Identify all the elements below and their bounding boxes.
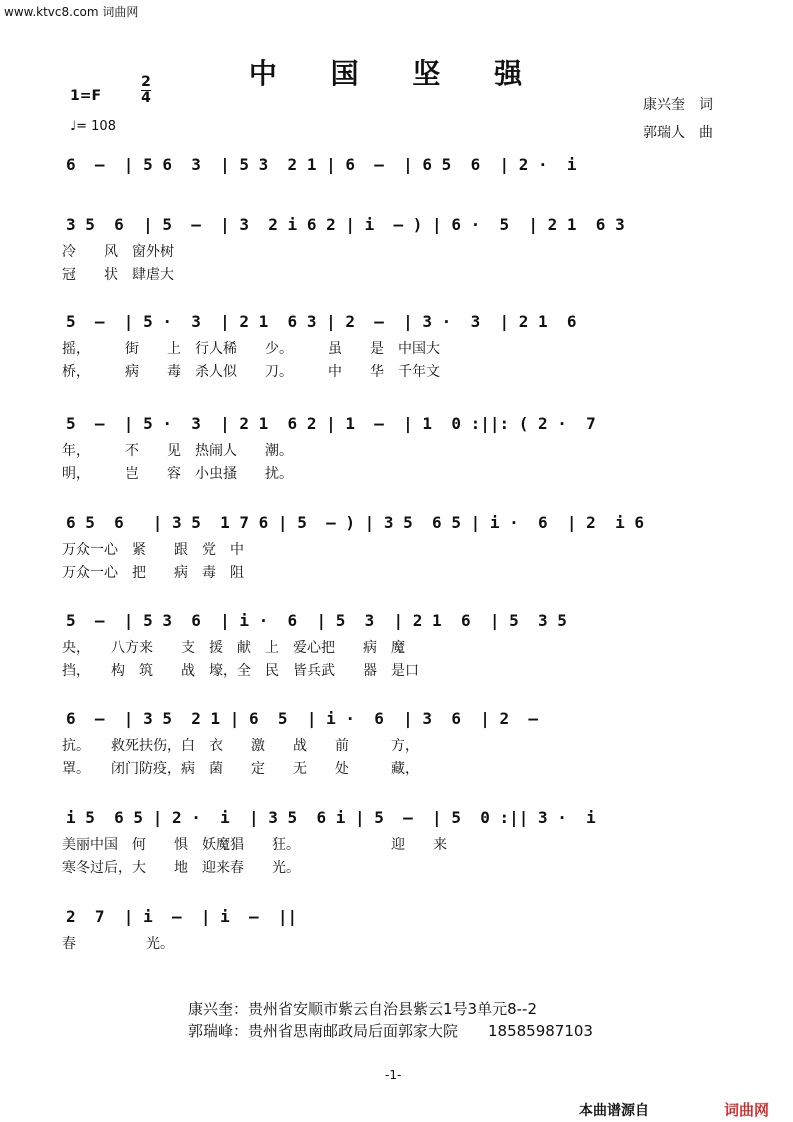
lyric-verse-1: 年， 不 见 热闹人 潮。 bbox=[62, 443, 293, 459]
notation-line: 5 – | 5 3 6 | i · 6 | 5 3 | 2 1 6 | 5 3 5 bbox=[66, 611, 567, 630]
lyric-verse-2: 明， 岂 容 小虫搔 扰。 bbox=[62, 466, 293, 482]
watermark: www.ktvc8.com 词曲网 bbox=[4, 5, 139, 19]
score-system bbox=[60, 312, 740, 412]
lyric-verse-2: 冠 状 肆虐大 bbox=[62, 267, 174, 283]
notation-line: 3 5 6 | 5 – | 3 2 i 6 2 | i – ) | 6 · 5 | 2 1 6 3 bbox=[66, 215, 625, 234]
lyric-verse-2: 万众一心 把 病 毒 阻 bbox=[62, 565, 244, 581]
score-system bbox=[60, 513, 740, 613]
lyric-verse-1: 抗。 救死扶伤，白 衣 激 战 前 方， bbox=[62, 738, 419, 754]
composer-credit: 郭瑞人 曲 bbox=[643, 125, 713, 141]
page-number: -1- bbox=[385, 1068, 402, 1082]
time-signature bbox=[141, 75, 151, 106]
score-system bbox=[60, 808, 740, 908]
lyric-verse-1: 美丽中国 何 惧 妖魔猖 狂。 迎 来 bbox=[62, 837, 447, 853]
lyric-verse-2: 寒冬过后，大 地 迎来春 光。 bbox=[62, 860, 300, 876]
lyric-verse-1: 冷 风 窗外树 bbox=[62, 244, 174, 260]
lyricist-credit: 康兴奎 词 bbox=[643, 97, 713, 113]
site-logo: 词曲网 bbox=[724, 1101, 770, 1119]
lyric-verse-1: 央， 八方来 支 援 献 上 爱心把 病 魔 bbox=[62, 640, 405, 656]
lyric-verse-2: 桥， 病 毒 杀人似 刀。 中 华 千年文 bbox=[62, 364, 440, 380]
time-signature-top: 2 bbox=[141, 74, 151, 90]
score-system bbox=[60, 215, 740, 315]
tempo-marking: ♩= 108 bbox=[70, 119, 116, 134]
notation-line: 6 – | 3 5 2 1 | 6 5 | i · 6 | 3 6 | 2 – bbox=[66, 709, 539, 728]
notation-line: i 5 6 5 | 2 · i | 3 5 6 i | 5 – | 5 0 :|| 3 · i bbox=[66, 808, 596, 827]
notation-line: 6 – | 5 6 3 | 5 3 2 1 | 6 – | 6 5 6 | 2 · i bbox=[66, 155, 577, 174]
lyric-verse-1: 摇， 街 上 行人稀 少。 虽 是 中国大 bbox=[62, 341, 440, 357]
time-signature-bottom: 4 bbox=[141, 90, 151, 106]
score-system bbox=[60, 611, 740, 711]
notation-line: 2 7 | i – | i – || bbox=[66, 907, 298, 926]
score-system bbox=[60, 709, 740, 809]
lyric-verse-2: 挡， 构 筑 战 壕，全 民 皆兵武 器 是口 bbox=[62, 663, 419, 679]
notation-line: 5 – | 5 · 3 | 2 1 6 2 | 1 – | 1 0 :||: ( 2 · 7 bbox=[66, 414, 596, 433]
contact-composer: 郭瑞峰：贵州省思南邮政局后面郭家大院 18585987103 bbox=[188, 1022, 593, 1040]
score-system bbox=[60, 414, 740, 514]
source-note: 本曲谱源自 bbox=[579, 1103, 649, 1119]
lyric-verse-1: 春 光。 bbox=[62, 936, 174, 952]
notation-line: 5 – | 5 · 3 | 2 1 6 3 | 2 – | 3 · 3 | 2 1 6 bbox=[66, 312, 577, 331]
notation-line: 6 5 6 | 3 5 1 7 6 | 5 – ) | 3 5 6 5 | i · 6 | 2 i 6 bbox=[66, 513, 644, 532]
key-signature: 1=F bbox=[70, 88, 102, 104]
lyric-verse-2: 罩。 闭门防疫，病 菌 定 无 处 藏， bbox=[62, 761, 419, 777]
contact-lyricist: 康兴奎：贵州省安顺市紫云自治县紫云1号3单元8--2 bbox=[188, 1000, 538, 1018]
page-title: 中 国 坚 强 bbox=[248, 57, 545, 90]
lyric-verse-1: 万众一心 紧 跟 党 中 bbox=[62, 542, 244, 558]
score-system bbox=[60, 907, 740, 1007]
